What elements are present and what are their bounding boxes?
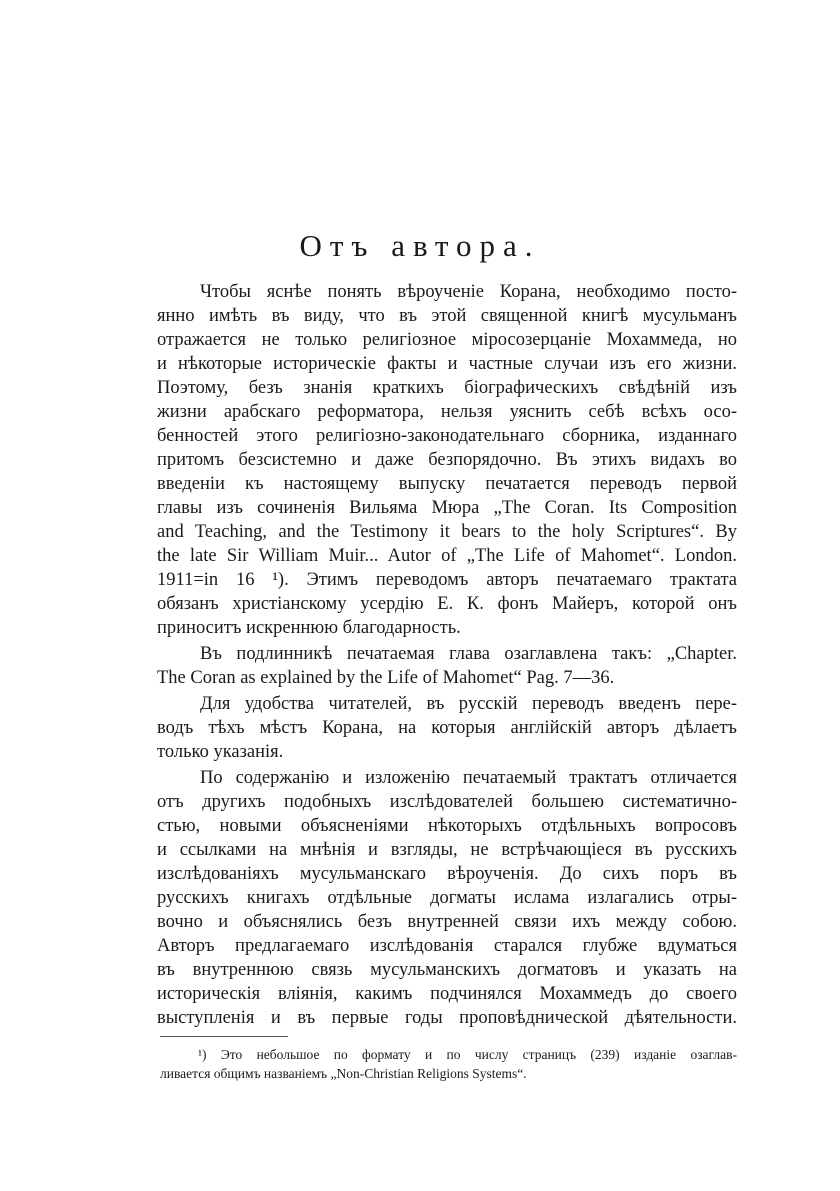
- text-line: Поэтому, безъ знанія краткихъ біографическихъ свѣдѣній изъ: [157, 378, 737, 398]
- text-line: 1911=in 16 ¹). Этимъ переводомъ авторъ печатаемаго трактата: [157, 570, 737, 590]
- text-line: and Teaching, and the Testimony it bears to the holy Scriptures“. By: [157, 522, 737, 542]
- text-line: изслѣдованіяхъ мусульманскаго вѣроученія. До сихъ поръ въ: [157, 864, 737, 884]
- text-line: вочно и объяснялись безъ внутренней связи ихъ между собою.: [157, 912, 737, 932]
- text-line: отражается не только религіозное міросозерцаніе Мохаммеда, но: [157, 330, 737, 350]
- text-line: обязанъ христіанскому усердію Е. К. фонъ Майеръ, которой онъ: [157, 594, 737, 614]
- text-line: въ внутреннюю связь мусульманскихъ догматовъ и указать на: [157, 960, 737, 980]
- footnote-line: ливается общимъ названіемъ „Non-Christian Religions Systems“.: [160, 1066, 527, 1081]
- text-line: Авторъ предлагаемаго изслѣдованія старался глубже вдуматься: [157, 936, 737, 956]
- text-line: the late Sir William Muir... Autor of „The Life of Mahomet“. London.: [157, 546, 737, 566]
- text-line: По содержанію и изложенію печатаемый трактатъ отличается: [200, 768, 737, 788]
- text-line: водъ тѣхъ мѣстъ Корана, на которыя англійскій авторъ дѣлаетъ: [157, 718, 737, 738]
- text-line: янно имѣть въ виду, что въ этой священной книгѣ мусульманъ: [157, 306, 737, 326]
- text-line: отъ другихъ подобныхъ изслѣдователей большею систематично-: [157, 792, 737, 812]
- text-line: жизни арабскаго реформатора, нельзя уяснить себѣ всѣхъ осо-: [157, 402, 737, 422]
- text-line: притомъ безсистемно и даже безпорядочно. Въ этихъ видахъ во: [157, 450, 737, 470]
- text-line: и ссылками на мнѣнія и взгляды, не встрѣчающіеся въ русскихъ: [157, 840, 737, 860]
- text-line: выступленія и въ первые годы проповѣднической дѣятельности.: [157, 1008, 737, 1028]
- text-line: только указанія.: [157, 742, 284, 762]
- text-line: Для удобства читателей, въ русскій переводъ введенъ пере-: [200, 694, 737, 714]
- text-line: русскихъ книгахъ отдѣльные догматы ислама излагались отры-: [157, 888, 737, 908]
- text-line: The Coran as explained by the Life of Mahomet“ Pag. 7—36.: [157, 668, 615, 688]
- text-line: историческія вліянія, какимъ подчинялся Мохаммедъ до своего: [157, 984, 737, 1004]
- page-title: Отъ автора.: [299, 228, 541, 263]
- text-line: бенностей этого религіозно-законодательнаго сборника, изданнаго: [157, 426, 737, 446]
- footnote-line: ¹) Это небольшое по формату и по числу страницъ (239) изданіе озаглав-: [198, 1047, 737, 1062]
- text-line: Чтобы яснѣе понять вѣроученіе Корана, необходимо посто-: [200, 282, 737, 302]
- text-line: и нѣкоторые историческіе факты и частные случаи изъ его жизни.: [157, 354, 737, 374]
- footnote-divider: [160, 1036, 288, 1037]
- text-line: стью, новыми объясненіями нѣкоторыхъ отдѣльныхъ вопросовъ: [157, 816, 737, 836]
- text-line: введеніи къ настоящему выпуску печатается переводъ первой: [157, 474, 737, 494]
- text-line: Въ подлинникѣ печатаемая глава озаглавлена такъ: „Chapter.: [200, 644, 737, 664]
- text-line: главы изъ сочиненія Вильяма Мюра „The Coran. Its Composition: [157, 498, 737, 518]
- text-line: приноситъ искреннюю благодарность.: [157, 618, 461, 638]
